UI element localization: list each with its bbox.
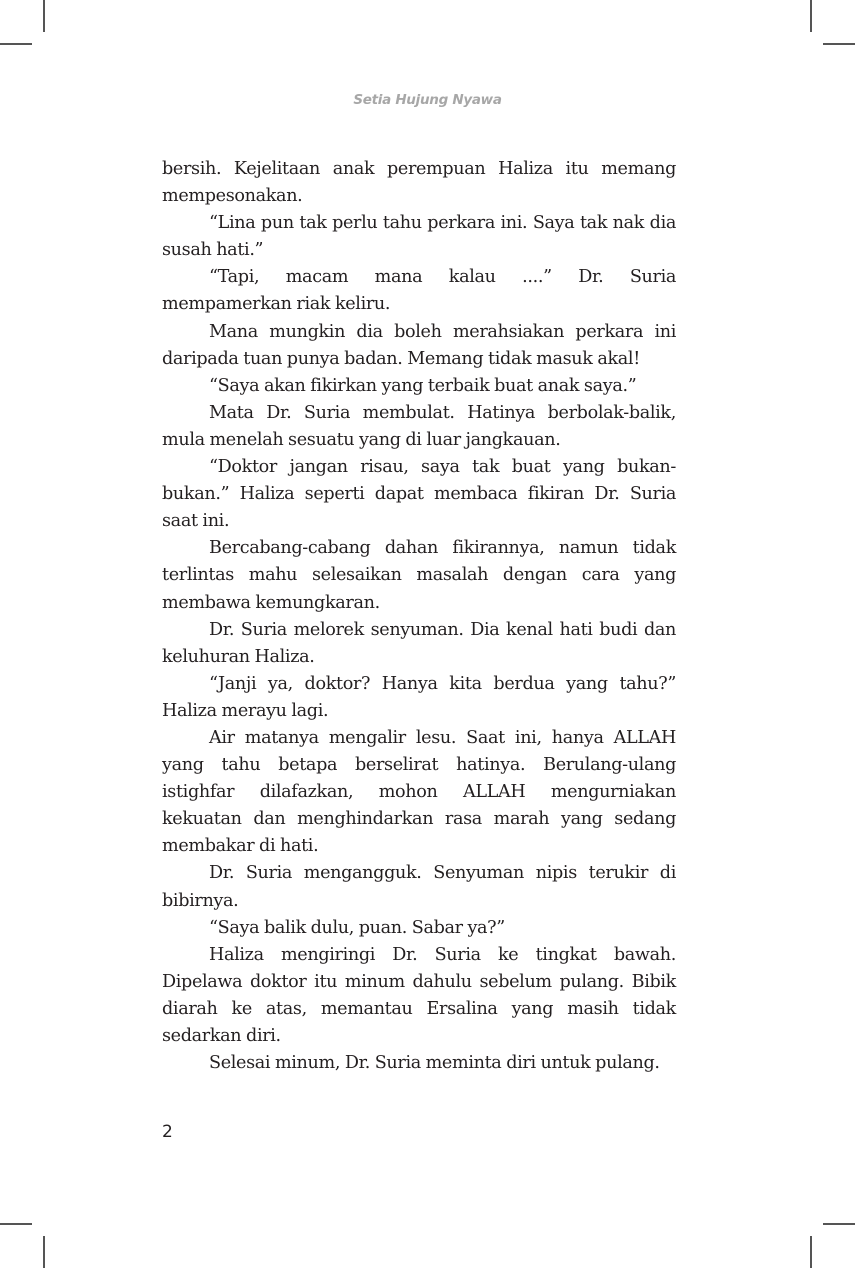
crop-mark-bottom-right-horizontal (823, 1223, 855, 1225)
paragraph: Air matanya mengalir lesu. Saat ini, hanya ALLAH yang tahu betapa berselirat hatinya. Berulang-ulang istighfar dilafazkan, mohon ALLAH mengurniakan kekuatan dan menghindarkan rasa marah yang sedang membakar di hati. (162, 727, 676, 857)
paragraph: Mata Dr. Suria membulat. Hatinya berbolak-balik, mula menelah sesuatu yang di luar jangkauan. (162, 402, 676, 450)
page-number: 2 (162, 1122, 173, 1142)
crop-mark-top-right-horizontal (823, 43, 855, 45)
crop-mark-top-left-vertical (43, 0, 45, 32)
paragraph: Haliza mengiringi Dr. Suria ke tingkat bawah. Dipelawa doktor itu minum dahulu sebelum pulang. Bibik diarah ke atas, memantau Ersalina yang masih tidak sedarkan diri. (162, 944, 676, 1046)
paragraph: “Janji ya, doktor? Hanya kita berdua yang tahu?” Haliza merayu lagi. (162, 673, 676, 721)
crop-mark-bottom-right-vertical (810, 1236, 812, 1268)
running-head: Setia Hujung Nyawa (353, 92, 502, 108)
paragraph: Bercabang-cabang dahan fikirannya, namun tidak terlintas mahu selesaikan masalah dengan cara yang membawa kemungkaran. (162, 538, 676, 613)
paragraph: Mana mungkin dia boleh merahsiakan perkara ini daripada tuan punya badan. Memang tidak masuk akal! (162, 321, 676, 369)
crop-mark-bottom-left-vertical (43, 1236, 45, 1268)
paragraph: Dr. Suria mengangguk. Senyuman nipis terukir di bibirnya. (162, 863, 676, 911)
paragraph: “Lina pun tak perlu tahu perkara ini. Saya tak nak dia susah hati.” (162, 213, 676, 261)
paragraph: “Saya balik dulu, puan. Sabar ya?” (209, 917, 505, 938)
crop-mark-top-left-horizontal (0, 43, 32, 45)
paragraph: Selesai minum, Dr. Suria meminta diri untuk pulang. (209, 1053, 660, 1074)
paragraph: bersih. Kejelitaan anak perempuan Haliza itu memang mempesonakan. (162, 159, 676, 207)
paragraph: “Doktor jangan risau, saya tak buat yang bukan-bukan.” Haliza seperti dapat membaca fikiran Dr. Suria saat ini. (162, 457, 676, 532)
paragraph: “Saya akan fikirkan yang terbaik buat anak saya.” (209, 375, 637, 396)
body-text (162, 156, 676, 1077)
crop-mark-top-right-vertical (810, 0, 812, 32)
paragraph: Dr. Suria melorek senyuman. Dia kenal hati budi dan keluhuran Haliza. (162, 619, 676, 667)
crop-mark-bottom-left-horizontal (0, 1223, 32, 1225)
paragraph: “Tapi, macam mana kalau ....” Dr. Suria mempamerkan riak keliru. (162, 267, 676, 315)
